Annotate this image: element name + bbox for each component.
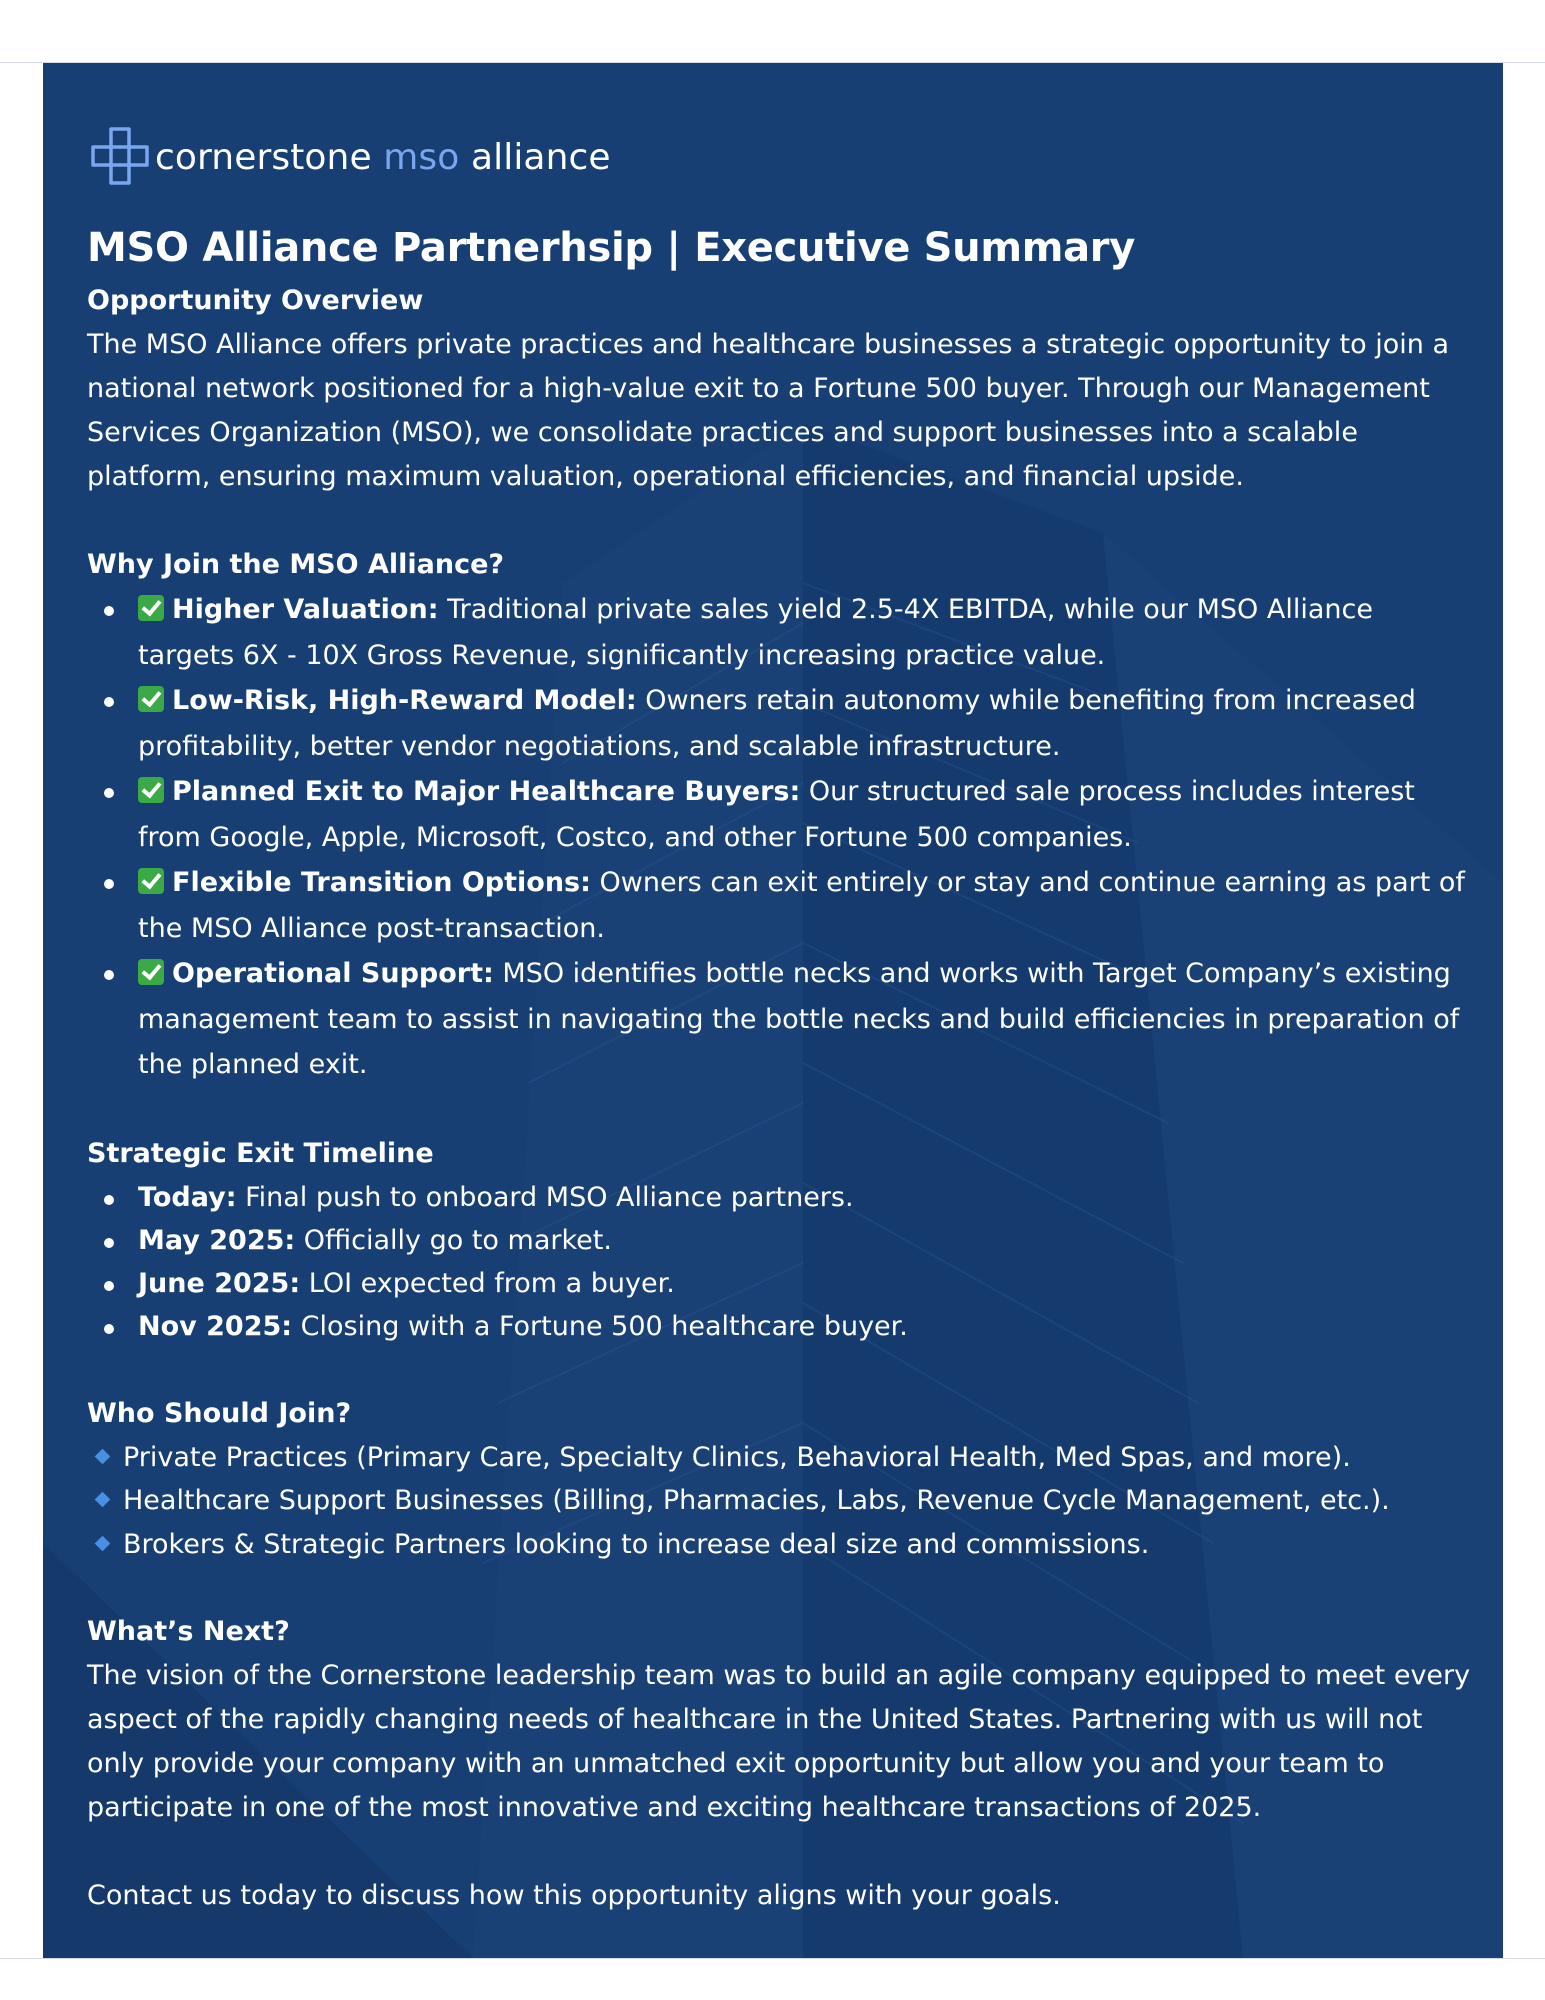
cross-outline-logo-icon [87,125,153,189]
next-heading: What’s Next? [87,1616,290,1647]
why-join-section [87,543,1477,1088]
check-mark-icon [138,686,164,712]
timeline-date: Nov 2025: [138,1310,293,1342]
timeline-list [87,1176,1477,1348]
benefit-list [87,587,1477,1088]
benefit-label: Flexible Transition Options: [172,867,591,898]
timeline-date: June 2025: [138,1267,301,1299]
timeline-text: LOI expected from a buyer. [300,1267,675,1299]
benefit-label: Planned Exit to Major Healthcare Buyers: [172,776,801,807]
summary-panel [43,63,1503,1958]
bullet-dot [104,697,114,707]
benefit-text: Our structured sale process includes interest from Google, Apple, Microsoft, Costco, and other Fortune 500 companies. [138,776,1415,853]
diamond-bullet-icon [95,1492,111,1508]
benefit-label: Operational Support: [172,958,494,989]
bullet-dot [104,1238,114,1248]
benefit-text: Owners retain autonomy while benefiting from increased profitability, better vendor negotiations, and scalable infrastructure. [138,685,1416,762]
timeline-date: Today: [138,1181,237,1213]
check-mark-icon [138,777,164,803]
list-item [87,1479,1477,1523]
list-item [87,1219,1477,1262]
bullet-dot [104,970,114,980]
check-mark-icon [138,595,164,621]
list-item [87,951,1477,1088]
list-item [87,1305,1477,1348]
logo-word-mso: mso [383,136,460,178]
bottom-divider [0,1958,1545,1959]
benefit-text: Owners can exit entirely or stay and continue earning as part of the MSO Alliance post-transaction. [138,867,1465,944]
bullet-dot [104,1324,114,1334]
who-heading: Who Should Join? [87,1397,352,1429]
bullet-dot [104,606,114,616]
benefit-text: MSO identifies bottle necks and works with Target Company’s existing management team to assist in navigating the bottle necks and build efficiencies in preparation of the planned exit. [138,958,1460,1080]
who-section [87,1392,1477,1567]
list-item [87,1176,1477,1219]
list-item [87,1436,1477,1480]
benefit-label: Higher Valuation: [172,594,439,625]
why-join-heading: Why Join the MSO Alliance? [87,549,505,580]
diamond-bullet-icon [95,1448,111,1464]
list-item [87,1523,1477,1567]
audience-text: Healthcare Support Businesses (Billing, Pharmacies, Labs, Revenue Cycle Management, etc.). [123,1485,1390,1516]
bullet-dot [104,879,114,889]
list-item [87,769,1477,860]
next-section [87,1610,1477,1830]
page-title: MSO Alliance Partnerhsip | Executive Summary [87,225,1136,271]
benefit-text: Traditional private sales yield 2.5-4X EBITDA, while our MSO Alliance targets 6X - 10X Gross Revenue, significantly increasing practice value. [138,594,1373,671]
list-item [87,587,1477,678]
audience-text: Brokers & Strategic Partners looking to increase deal size and commissions. [123,1528,1150,1560]
overview-body: The MSO Alliance offers private practices and healthcare businesses a strategic opportunity to join a national network positioned for a high-value exit to a Fortune 500 buyer. Through our Management Services Organization (MSO), we consolidate practices and support businesses into a scalable platform, ensuring maximum valuation, operational efficiencies, and financial upside. [87,329,1449,492]
document-content [87,123,1477,1918]
contact-line: Contact us today to discuss how this opportunity aligns with your goals. [87,1880,1061,1911]
check-mark-icon [138,868,164,894]
bullet-dot [104,788,114,798]
diamond-bullet-icon [95,1535,111,1551]
check-mark-icon [138,959,164,985]
list-item [87,1262,1477,1305]
timeline-section [87,1132,1477,1348]
company-logo [87,123,1477,191]
timeline-date: May 2025: [138,1224,296,1256]
next-body: The vision of the Cornerstone leadership team was to build an agile company equipped to meet every aspect of the rapidly changing needs of healthcare in the United States. Partnering with us will not only provide your company with an unmatched exit opportunity but allow you and your team to participate in one of the most innovative and exciting healthcare transactions of 2025. [87,1660,1471,1823]
bullet-dot [104,1281,114,1291]
timeline-text: Officially go to market. [295,1224,612,1256]
timeline-text: Final push to onboard MSO Alliance partners. [236,1181,854,1213]
audience-text: Private Practices (Primary Care, Specialty Clinics, Behavioral Health, Med Spas, and more). [123,1441,1351,1473]
list-item [87,860,1477,951]
logo-word-cornerstone: cornerstone [155,136,384,178]
overview-section [87,279,1477,499]
overview-heading: Opportunity Overview [87,285,424,316]
bullet-dot [104,1195,114,1205]
logo-word-alliance: alliance [459,136,611,178]
timeline-text: Closing with a Fortune 500 healthcare buyer. [292,1310,908,1342]
audience-list [87,1436,1477,1567]
benefit-label: Low-Risk, High-Reward Model: [172,685,637,716]
list-item [87,678,1477,769]
timeline-heading: Strategic Exit Timeline [87,1137,434,1169]
company-name [155,137,611,178]
